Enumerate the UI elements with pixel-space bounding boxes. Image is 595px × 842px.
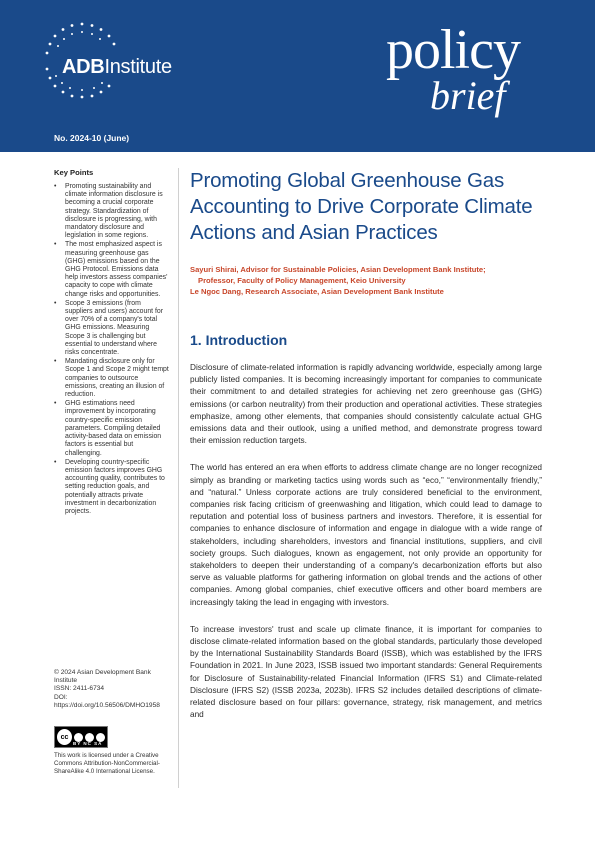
section-heading: 1. Introduction <box>190 332 288 348</box>
body-paragraph: To increase investors' trust and scale up climate finance, it is important for companies to disclose climate-related information based on the global standards, particularly those developed by the International Sustainability Standards Board (ISSB), which was established by the IFRS Foundation in 2021. In June 2023, ISSB issued two important standards: General Requirements for Disclosure of Sustainability-related Financial Information (IFRS S1) and Climate-related Disclosure (IFRS S2) (ISSB 2023a, 2023b). IFRS S2 includes detailed descriptions of climate-related disclosure based on four pillars: governance, strategy, risk management, and metrics and <box>190 624 542 720</box>
cc-license-badge[interactable] <box>54 726 108 748</box>
key-points-sidebar <box>54 168 170 517</box>
body-paragraph: Disclosure of climate-related information is rapidly advancing worldwide, especially among large publicly listed companies. It is becoming increasingly important for companies to communicate their commitment to and detailed strategies for achieving net zero greenhouse gas (GHG) emissions (or carbon neutrality) from their production and operational activities. These strategies emphasize, among other elements, that companies should consistently calculate actual GHG emissions data and their outlook, using a unified method, and demonstrate progress toward their emission reduction targets. <box>190 363 542 446</box>
author-line: Professor, Faculty of Policy Management, Keio University <box>198 276 406 285</box>
key-point-item: • The most emphasized aspect is measuring greenhouse gas (GHG) emissions based on the GHG Protocol. Emissions data help investors assess companies' capacity to cope with climate change risks and opportunities. <box>54 241 170 298</box>
brief-wordmark: brief <box>430 73 506 118</box>
author-list <box>190 264 542 297</box>
logo-wordmark: ADBInstitute <box>62 56 172 78</box>
header-banner <box>0 0 595 152</box>
cc-terms: BY NC SA <box>73 741 103 746</box>
key-point-item: • Mandating disclosure only for Scope 1 and Scope 2 might tempt companies to outsource emissions, creating an illusion of reduction. <box>54 358 170 399</box>
key-point-item: • Promoting sustainability and climate information disclosure is becoming a crucial corporate strategy. Standardization of disclosure is progressing, with mandatory disclosure and legislation in some regions. <box>54 183 170 240</box>
key-points-title: Key Points <box>54 168 94 177</box>
body-paragraph: The world has entered an era when efforts to address climate change are no longer recognized simply as branding or marketing tactics using words such as “eco,” “environmentally friendly,” and “natural.” Unless corporate actions are truly considered beneficial to the environment, companies risk facing criticism of greenwashing and litigation, which could lead to damage to reputation and potential loss of business partners and investors. Therefore, it is essential for companies to enhance disclosure of information and engage in dialogue with a wide range of stakeholders, including shareholders, investors and financial institutions, suppliers, and civil society groups. Such dialogues, known as engagement, not only provide an opportunity for stakeholders to deepen their understanding of a company's decarbonization efforts but also serve as valuable platforms for gathering information on global trends and the actions of other companies. Among global companies, chief executive officers and other board members are increasingly taking the lead in engaging with investors. <box>190 463 542 607</box>
key-points-list <box>54 183 170 516</box>
copyright-text: © 2024 Asian Development Bank Institute <box>54 669 151 685</box>
cc-icon: cc <box>57 729 72 745</box>
key-point-item: • GHG estimations need improvement by incorporating country-specific emission parameters. Compiling detailed activity-based data on emission factors is essential but challenging. <box>54 400 170 457</box>
main-content <box>190 168 542 721</box>
author-line: Le Ngoc Dang, Research Associate, Asian Development Bank Institute <box>190 287 444 296</box>
key-point-item: • Developing country-specific emission factors improves GHG accounting quality, contributes to setting reduction goals, and potentially attracts private investment in decarbonization projects. <box>54 459 170 516</box>
adbi-logo[interactable] <box>42 20 202 100</box>
key-point-item: • Scope 3 emissions (from suppliers and users) account for over 70% of a company's total GHG emissions. Measuring Scope 3 is challenging but essential to understand where risks concentrate. <box>54 300 170 357</box>
publication-meta <box>54 669 174 710</box>
author-line: Sayuri Shirai, Advisor for Sustainable Policies, Asian Development Bank Institute; <box>190 265 486 274</box>
doi-link[interactable]: DOI: https://doi.org/10.56506/DMHO1958 <box>54 693 160 709</box>
issue-number: No. 2024-10 (June) <box>54 133 130 143</box>
policy-wordmark: policy <box>386 19 520 81</box>
page-title: Promoting Global Greenhouse Gas Accounting to Drive Corporate Climate Actions and Asian Practices <box>190 169 533 244</box>
issn-text: ISSN: 2411-6734 <box>54 685 105 693</box>
license-text: This work is licensed under a Creative Commons Attribution-NonCommercial-ShareAlike 4.0 International License. <box>54 752 160 775</box>
column-divider <box>178 168 179 788</box>
